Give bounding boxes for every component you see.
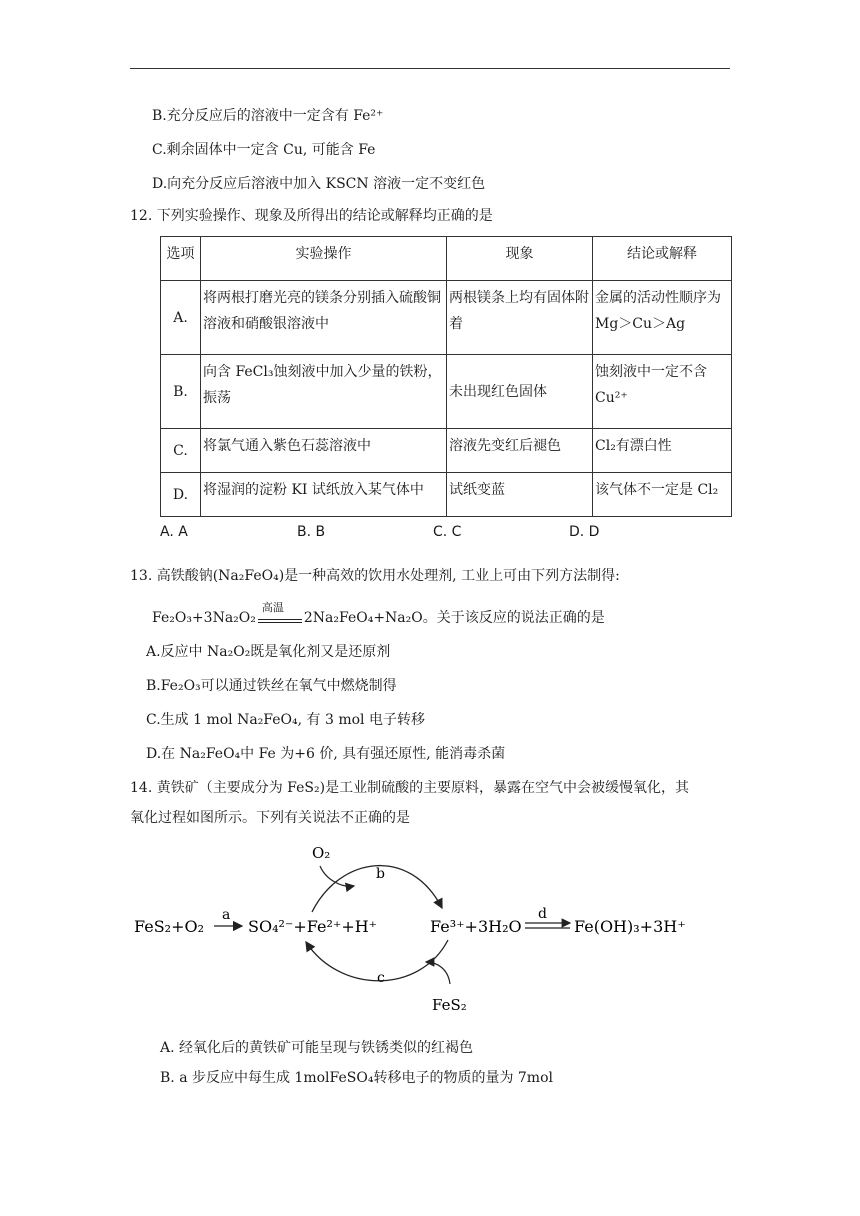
table-header-row xyxy=(161,237,732,281)
row-conclusion: 该气体不一定是 Cl₂ xyxy=(593,473,732,517)
row-option: B. xyxy=(161,355,201,429)
diagram-fes2: FeS₂ xyxy=(432,996,467,1014)
header-operation: 实验操作 xyxy=(201,237,447,281)
row-phenomenon: 两根镁条上均有固体附着 xyxy=(447,281,593,355)
row-option: A. xyxy=(161,281,201,355)
q14-option-b: B. a 步反应中每生成 1molFeSO₄转移电子的物质的量为 7mol xyxy=(160,1070,553,1086)
row-option: C. xyxy=(161,429,201,473)
table-row xyxy=(161,429,732,473)
diagram-o2: O₂ xyxy=(312,844,331,862)
q12-stem: 12. 下列实验操作、现象及所得出的结论或解释均正确的是 xyxy=(130,208,493,224)
q13-equation xyxy=(152,601,605,628)
row-conclusion: 金属的活动性顺序为Mg＞Cu＞Ag xyxy=(593,281,732,355)
equation-products: 2Na₂FeO₄+Na₂O。关于该反应的说法正确的是 xyxy=(303,610,605,626)
header-phenomenon: 现象 xyxy=(447,237,593,281)
row-conclusion: 蚀刻液中一定不含Cu²⁺ xyxy=(593,355,732,429)
q13-option-c: C.生成 1 mol Na₂FeO₄, 有 3 mol 电子转移 xyxy=(146,712,425,728)
row-operation: 将湿润的淀粉 KI 试纸放入某气体中 xyxy=(201,473,447,517)
q13-stem: 13. 高铁酸钠(Na₂FeO₄)是一种高效的饮用水处理剂, 工业上可由下列方法制得: xyxy=(130,568,620,584)
diagram-label-a: a xyxy=(222,907,231,923)
oxidation-diagram xyxy=(130,836,690,1026)
q14-stem-line1: 14. 黄铁矿（主要成分为 FeS₂)是工业制硫酸的主要原料，暴露在空气中会被缓慢氧化，其 xyxy=(130,780,690,796)
q13-option-b: B.Fe₂O₃可以通过铁丝在氧气中燃烧制得 xyxy=(146,678,397,694)
q11-option-b: B.充分反应后的溶液中一定含有 Fe²⁺ xyxy=(152,108,384,124)
q11-option-d: D.向充分反应后溶液中加入 KSCN 溶液一定不变红色 xyxy=(152,176,486,192)
row-option: D. xyxy=(161,473,201,517)
q12-answer-d: D. D xyxy=(569,524,600,540)
row-phenomenon: 溶液先变红后褪色 xyxy=(447,429,593,473)
diagram-start: FeS₂+O₂ xyxy=(134,917,205,936)
row-operation: 向含 FeCl₃蚀刻液中加入少量的铁粉，振荡 xyxy=(201,355,447,429)
arrow-o2 xyxy=(320,866,354,886)
diagram-label-d: d xyxy=(538,906,547,922)
row-operation: 将氯气通入紫色石蕊溶液中 xyxy=(201,429,447,473)
header-rule xyxy=(130,68,730,69)
q14-option-a: A. 经氧化后的黄铁矿可能呈现与铁锈类似的红褐色 xyxy=(160,1040,474,1056)
table-row xyxy=(161,473,732,517)
equation-reactants: Fe₂O₃+3Na₂O₂ xyxy=(152,610,256,626)
diagram-label-c: c xyxy=(377,970,385,986)
table-row xyxy=(161,281,732,355)
equation-arrow xyxy=(256,601,304,625)
header-conclusion: 结论或解释 xyxy=(593,237,732,281)
q14-stem-line2: 氧化过程如图所示。下列有关说法不正确的是 xyxy=(130,810,410,826)
q12-answer-a: A. A xyxy=(160,524,188,540)
q12-answer-c: C. C xyxy=(433,524,462,540)
row-phenomenon: 试纸变蓝 xyxy=(447,473,593,517)
arrow-fes2 xyxy=(426,962,450,984)
q13-option-a: A.反应中 Na₂O₂既是氧化剂又是还原剂 xyxy=(146,644,391,660)
diagram-fe3: Fe³⁺+3H₂O xyxy=(430,917,522,936)
q13-option-d: D.在 Na₂FeO₄中 Fe 为+6 价, 具有强还原性, 能消毒杀菌 xyxy=(146,746,506,762)
row-phenomenon: 未出现红色固体 xyxy=(447,355,593,429)
equation-condition: 高温 xyxy=(261,601,284,614)
header-option: 选项 xyxy=(161,237,201,281)
row-conclusion: Cl₂有漂白性 xyxy=(593,429,732,473)
q12-table xyxy=(160,236,732,517)
q11-option-c: C.剩余固体中一定含 Cu, 可能含 Fe xyxy=(152,142,376,158)
q12-answer-b: B. B xyxy=(297,524,326,540)
row-operation: 将两根打磨光亮的镁条分别插入硫酸铜溶液和硝酸银溶液中 xyxy=(201,281,447,355)
diagram-product: Fe(OH)₃+3H⁺ xyxy=(574,917,686,936)
diagram-label-b: b xyxy=(376,866,385,882)
table-row xyxy=(161,355,732,429)
diagram-middle: SO₄²⁻+Fe²⁺+H⁺ xyxy=(248,917,378,936)
